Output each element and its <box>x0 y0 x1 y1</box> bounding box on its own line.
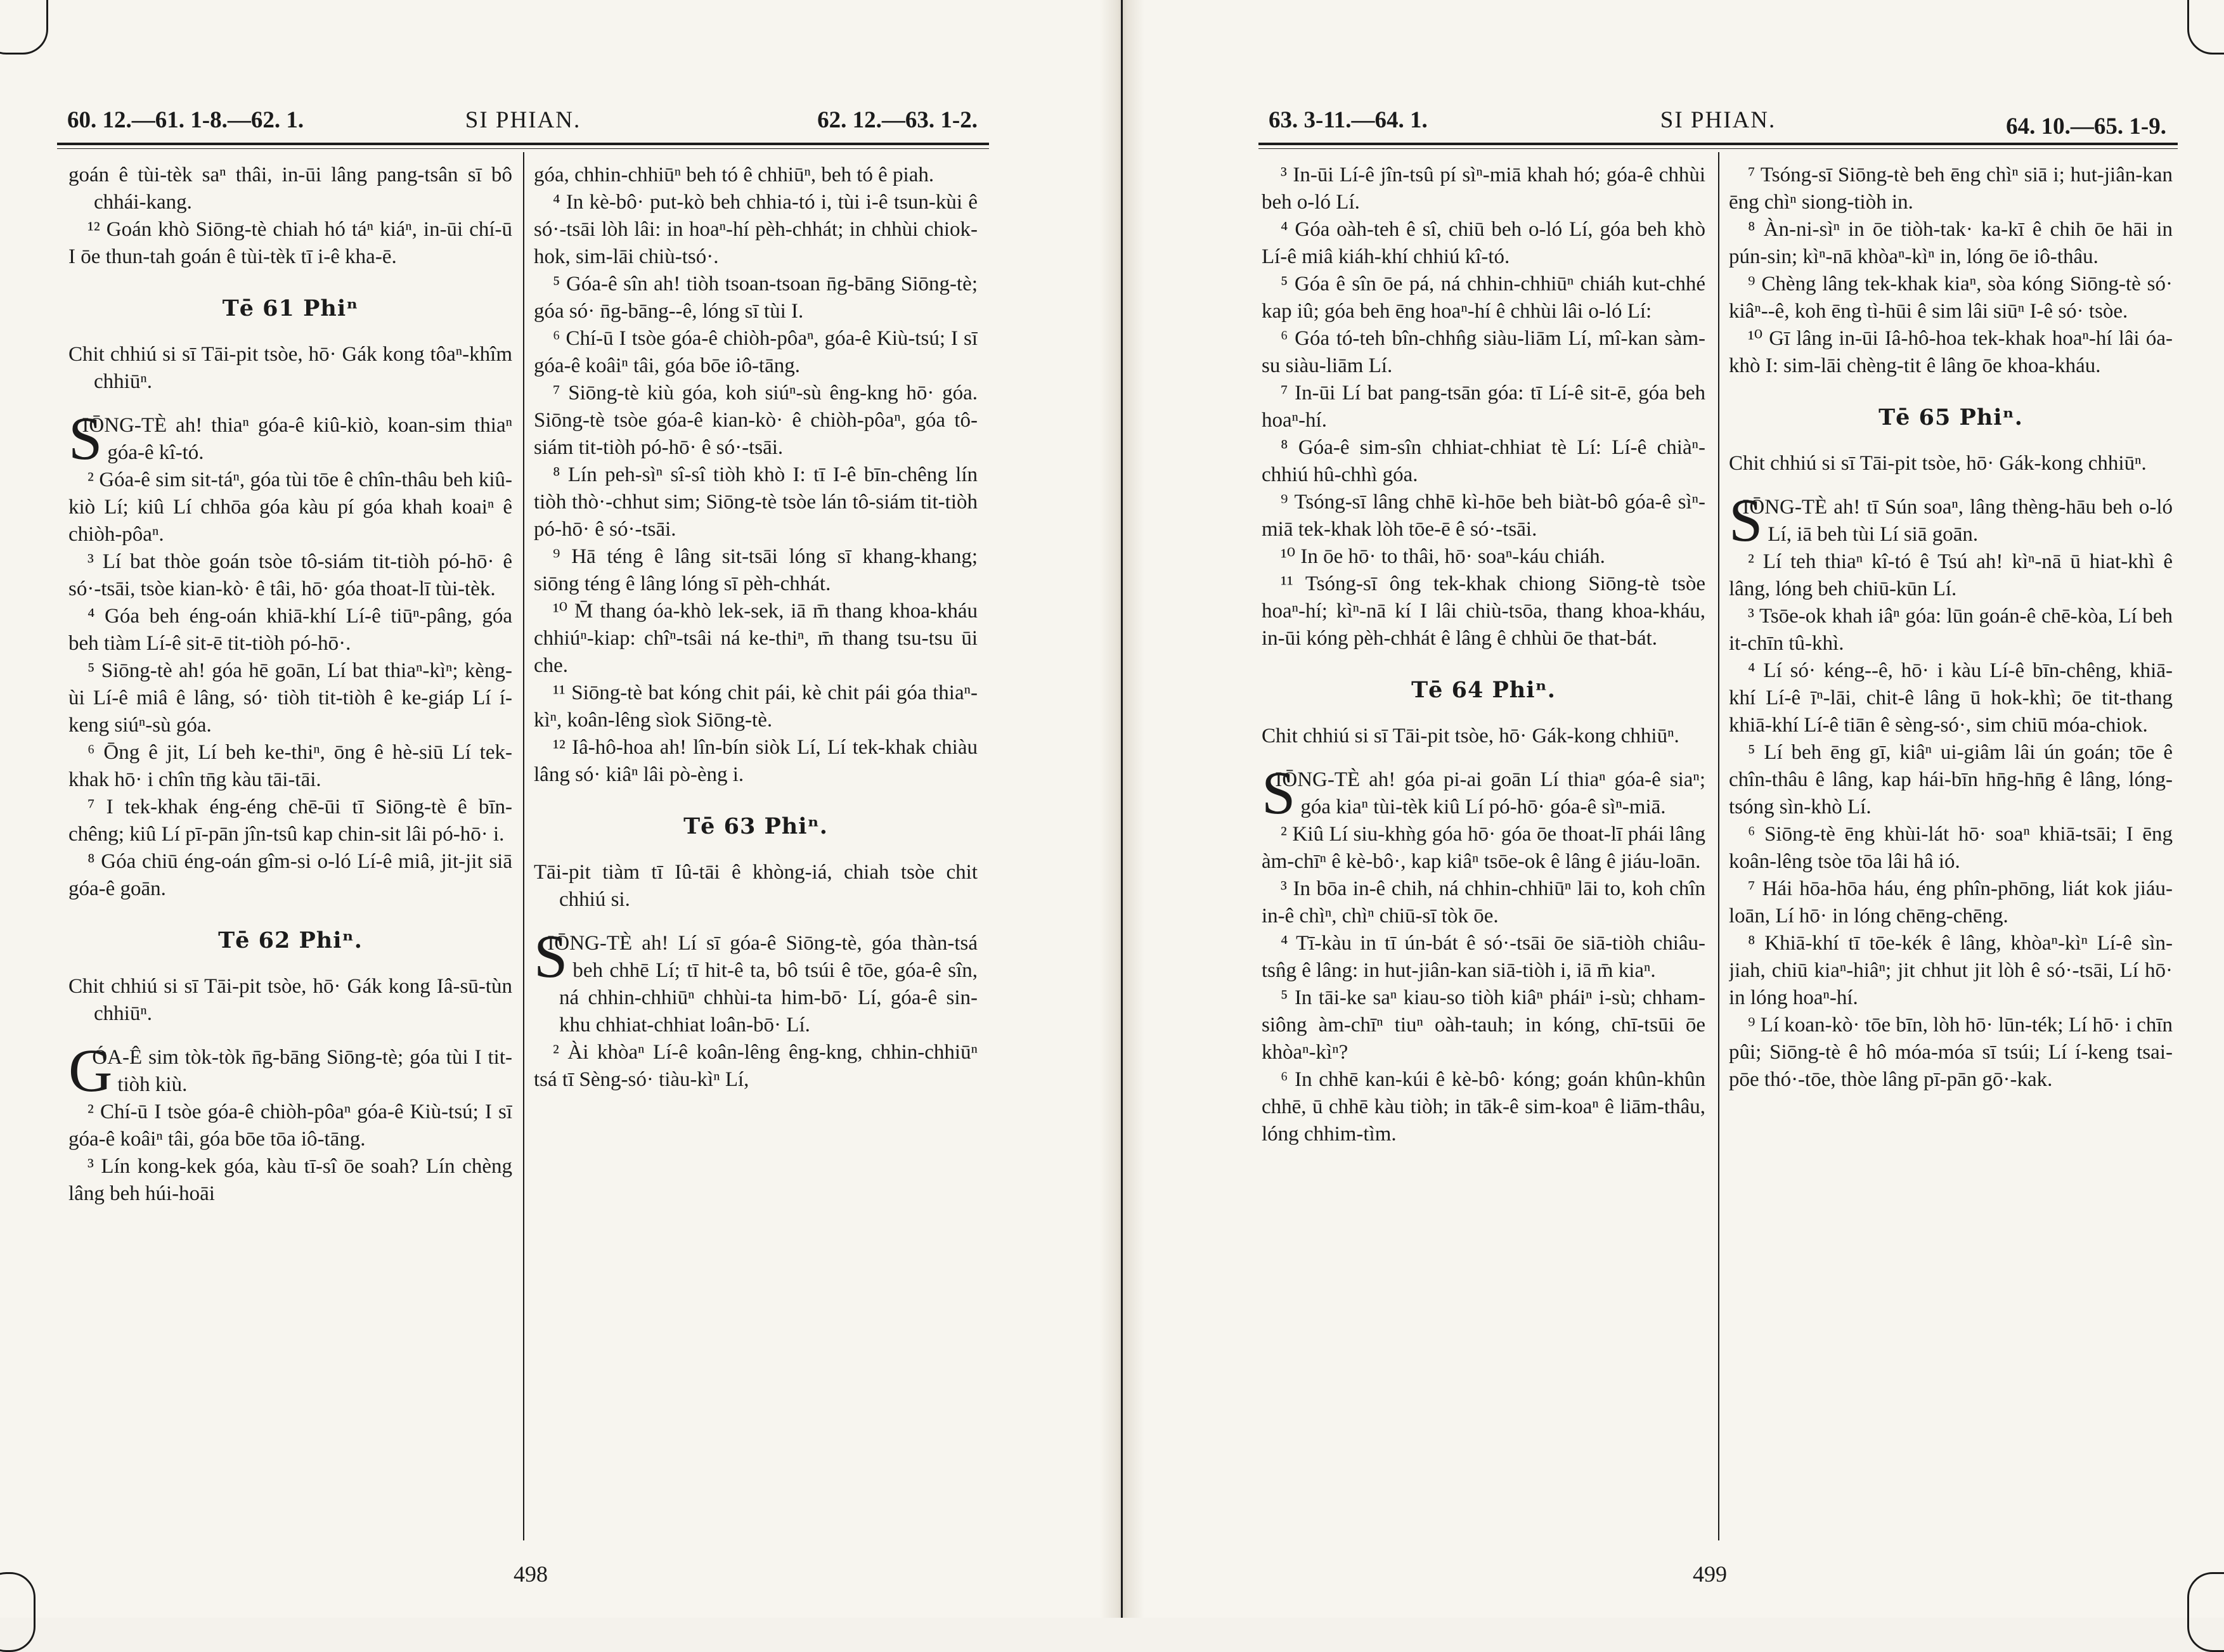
verse: ⁷ I tek-khak éng-éng chē-ūi tī Siōng-tè ê bīn-chêng; kiû Lí pī-pān jîn-tsû kap chin-sit lâi pó-hō· i. <box>68 796 512 846</box>
verse-first: SIŌNG-TÈ ah! thiaⁿ góa-ê kiû-kiò, koan-sim thiaⁿ góa-ê kî-tó. <box>68 404 512 472</box>
verse: ⁷ Tsóng-sī Siōng-tè beh ēng chìⁿ siā i; hut-jiân-kan ēng chìⁿ siong-tiòh in. <box>1729 164 2173 214</box>
verse: ⁹ Hā téng ê lâng sit-tsāi lóng sī khang-khang; siōng téng ê lâng lóng sī pèh-chhát. <box>534 545 978 595</box>
psalm-superscription: Chit chhiú si sī Tāi-pit tsòe, hō· Gák-kong chhiūⁿ. <box>1729 452 2147 475</box>
verse: ² Góa-ê sim sit-táⁿ, góa tùi tōe ê chîn-thâu beh kiû-kiò Lí; kiû Lí chhōa góa kàu pí góa khah koaiⁿ ê chiòh-pôaⁿ. <box>68 468 512 546</box>
verse: ⁴ Tī-kàu in tī ún-bát ê só·-tsāi ōe siā-tiòh chiâu-tsn̂g ê lâng: in hut-jiân-kan siā-tiòh i, iā m̄ kiaⁿ. <box>1262 932 1705 982</box>
verse: ⁶ Góa tó-teh bîn-chhn̂g siàu-liām Lí, mî-kan sàm-su siàu-liām Lí. <box>1262 327 1705 377</box>
spacer <box>68 1028 512 1044</box>
psalm-superscription: Chit chhiú si sī Tāi-pit tsòe, hō· Gák-kong chhiūⁿ. <box>1262 725 1679 747</box>
verse: ⁵ In tāi-ke saⁿ kiau-so tiòh kiâⁿ pháiⁿ i-sù; chham-siông àm-chīⁿ tiuⁿ oàh-tauh; in kóng, chī-tsūi ōe khòaⁿ-kìⁿ? <box>1262 986 1705 1064</box>
header-right-ref: 62. 12.—63. 1-2. <box>817 107 978 133</box>
right-page-column-1 <box>1262 162 1705 1540</box>
gutter-line <box>1121 0 1123 1618</box>
verse: ⁶ Siōng-tè ēng khùi-lát hō· soaⁿ khiā-tsāi; I ēng koân-lêng tsòe tōa lâi hâ ió. <box>1729 823 2173 873</box>
verse: ⁴ Góa beh éng-oán khiā-khí Lí-ê tiūⁿ-pâng, góa beh tiàm Lí-ê sit-ē tit-tiòh pó-hō·. <box>68 605 512 655</box>
psalm-title: Tē 62 Phiⁿ. <box>218 927 363 953</box>
left-page-column-2 <box>534 162 978 1540</box>
verse: ⁶ In chhē kan-kúi ê kè-bô· kóng; goán khûn-khûn chhē, ū chhē kàu tiòh; in tāk-ê sim-koaⁿ ê liām-thâu, lóng chhim-tìm. <box>1262 1068 1705 1145</box>
verse: ¹¹ Tsóng-sī ông tek-khak chiong Siōng-tè tsòe hoaⁿ-hí; kìⁿ-nā kí I lâi chiù-tsōa, thang khoa-kháu, in-ūi kóng pèh-chhát ê lâng ê chhùi ōe that-bát. <box>1262 572 1705 650</box>
verse-first: SIŌNG-TÈ ah! tī Sún soaⁿ, lâng thèng-hāu beh o-ló Lí, iā beh tùi Lí siā goān. <box>1729 486 2173 554</box>
verse-first: SIŌNG-TÈ ah! góa pi-ai goān Lí thiaⁿ góa-ê siaⁿ; góa kiaⁿ tùi-tèk kiû Lí pó-hō· góa-ê sìⁿ-miā. <box>1262 759 1705 827</box>
verse: góa, chhin-chhiūⁿ beh tó ê chhiūⁿ, beh tó ê piah. <box>534 164 934 186</box>
verse: ¹⁰ M̄ thang óa-khò lek-sek, iā m̄ thang khoa-kháu chhiúⁿ-kiap: chîⁿ-tsâi ná ke-thiⁿ, m̄ thang tsu-tsu ūi che. <box>534 600 978 677</box>
spacer <box>534 913 978 930</box>
verse: ⁸ Góa-ê sim-sîn chhiat-chhiat tè Lí: Lí-ê chiàⁿ-chhiú hû-chhì góa. <box>1262 436 1705 486</box>
verse: ⁶ Chí-ū I tsòe góa-ê chiòh-pôaⁿ, góa-ê Kiù-tsú; I sī góa-ê koâiⁿ tâi, góa bōe iô-tāng. <box>534 327 978 377</box>
verse: ³ Lín kong-kek góa, kàu tī-sî ōe soah? Lín chèng lâng beh húi-hoāi <box>68 1155 512 1205</box>
header-rule <box>1258 143 2178 145</box>
column-divider <box>1718 152 1719 1540</box>
verse: ⁹ Tsóng-sī lâng chhē kì-hōe beh biàt-bô góa-ê sìⁿ-miā tek-khak lòh tōe-ē ê só·-tsāi. <box>1262 491 1705 541</box>
verse: ⁶ Ōng ê jit, Lí beh ke-thiⁿ, ōng ê hè-siū Lí tek-khak hō· i chîn tn̄g kàu tāi-tāi. <box>68 741 512 791</box>
verse: ⁷ Hái hōa-hōa háu, éng phîn-phōng, liát kok jiáu-loān, Lí hō· in lóng chēng-chēng. <box>1729 877 2173 927</box>
verse: ¹¹ Siōng-tè bat kóng chit pái, kè chit pái góa thiaⁿ-kìⁿ, koân-lêng sìok Siōng-tè. <box>534 681 978 732</box>
psalm-superscription: Chit chhiú si sī Tāi-pit tsòe, hō· Gák kong tôaⁿ-khîm chhiūⁿ. <box>68 343 512 393</box>
verse: ⁹ Chèng lâng tek-khak kiaⁿ, sòa kóng Siōng-tè só· kiâⁿ--ê, koh ēng tì-hūi ê sim lâi siūⁿ I-ê só· tsòe. <box>1729 273 2173 323</box>
right-page-column-2 <box>1729 162 2173 1540</box>
verse-first: SIŌNG-TÈ ah! Lí sī góa-ê Siōng-tè, góa thàn-tsá beh chhē Lí; tī hit-ê ta, bô tsúi ê tōe, góa-ê sîn, ná chhin-chhiūⁿ chhùi-ta him-bō· Lí, góa-ê sin-khu chhiat-chhiat loân-bō· Lí. <box>534 922 978 1036</box>
verse: ¹² Iâ-hô-hoa ah! lîn-bín siòk Lí, Lí tek-khak chiàu lâng só· kiâⁿ lâi pò-èng i. <box>534 736 978 786</box>
verse: ⁷ Siōng-tè kiù góa, koh siúⁿ-sù êng-kng hō· góa. Siōng-tè tsòe góa-ê kian-kò· ê chiòh-pôaⁿ, góa tô-siám tit-tiòh pó-hō· ê só·-tsāi. <box>534 382 978 459</box>
verse: ⁸ Khiā-khí tī tōe-kék ê lâng, khòaⁿ-kìⁿ Lí-ê sìn-jiah, chiū kiaⁿ-hiâⁿ; jit chhut jit lòh ê só·-tsāi, Lí hō· in lóng hoaⁿ-hí. <box>1729 932 2173 1009</box>
header-right-ref: 64. 10.—65. 1-9. <box>2006 113 2166 139</box>
verse: ⁹ Lí koan-kò· tōe bīn, lòh hō· lūn-ték; Lí hō· i chīn pûi; Siōng-tè ê hô móa-móa sī tsúi; Lí í-keng tsai-pōe thó·-tōe, thòe lâng pī-pān gō·-kak. <box>1729 1014 2173 1091</box>
verse: ² Lí teh thiaⁿ kî-tó ê Tsú ah! kìⁿ-nā ū hiat-khì ê lâng, lóng beh chiū-kūn Lí. <box>1729 550 2173 600</box>
verse: ³ In bōa in-ê chih, ná chhin-chhiūⁿ lāi to, koh chîn in-ê chìⁿ, chìⁿ chiū-sī tòk ōe. <box>1262 877 1705 927</box>
page-corner-top-left <box>0 0 48 55</box>
column-divider <box>523 152 524 1540</box>
header-left-ref: 60. 12.—61. 1-8.—62. 1. <box>67 107 304 133</box>
page-header <box>1258 101 2178 139</box>
verse: ⁴ Lí só· kéng--ê, hō· i kàu Lí-ê bīn-chêng, khiā-khí Lí-ê īⁿ-lāi, chit-ê lâng ū hok-khì; ōe tit-thang khiā-khí Lí-ê tiān ê sèng-só·, sim chiū móa-chiok. <box>1729 659 2173 737</box>
verse: ¹⁰ In ōe hō· to thâi, hō· soaⁿ-káu chiáh. <box>1281 545 1605 568</box>
verse: ⁴ Góa oàh-teh ê sî, chiū beh o-ló Lí, góa beh khò Lí-ê miâ kiáh-khí chhiú kî-tó. <box>1262 218 1705 268</box>
verse: ⁵ Siōng-tè ah! góa hē goān, Lí bat thiaⁿ-kìⁿ; kèng-ùi Lí-ê miâ ê lâng, só· tiòh tit-tiòh ê ke-giáp Lí í-keng siúⁿ-sù góa. <box>68 659 512 737</box>
verse: ³ Lí bat thòe goán tsòe tô-siám tit-tiòh pó-hō· ê só·-tsāi, tsòe kian-kò· ê tâi, hō· góa thoat-lī tùi-tèk. <box>68 550 512 600</box>
right-page <box>1258 0 2178 1618</box>
spacer <box>1262 750 1705 766</box>
verse: ² Chí-ū I tsòe góa-ê chiòh-pôaⁿ góa-ê Kiù-tsú; I sī góa-ê koâiⁿ tâi, góa bōe tōa iô-tāng. <box>68 1100 512 1151</box>
verse: ⁵ Góa-ê sîn ah! tiòh tsoan-tsoan n̄g-bāng Siōng-tè; góa só· n̄g-bāng--ê, lóng sī tùi I. <box>534 273 978 323</box>
verse: ³ Tsōe-ok khah iâⁿ góa: lūn goán-ê chē-kòa, Lí beh it-chīn tû-khì. <box>1729 605 2173 655</box>
psalm-superscription: Tāi-pit tiàm tī Iû-tāi ê khòng-iá, chiah tsòe chit chhiú si. <box>534 861 978 911</box>
verse: ² Ài khòaⁿ Lí-ê koân-lêng êng-kng, chhin-chhiūⁿ tsá tī Sèng-só· tiàu-kìⁿ Lí, <box>534 1041 978 1091</box>
header-rule-thin <box>57 148 989 149</box>
verse: ¹⁰ Gī lâng in-ūi Iâ-hô-hoa tek-khak hoaⁿ-hí lâi óa-khò I: sim-lāi chèng-tit ê lâng ōe khoa-kháu. <box>1729 327 2173 377</box>
psalm-title: Tē 61 Phiⁿ <box>222 295 359 321</box>
running-title: SI PHIAN. <box>465 107 581 133</box>
verse: ⁸ Góa chiū éng-oán gîm-si o-ló Lí-ê miâ, jit-jit siā góa-ê goān. <box>68 850 512 900</box>
page-number: 499 <box>1693 1561 1727 1587</box>
page-header <box>57 101 989 139</box>
verse-first: GÓA-Ê sim tòk-tòk n̄g-bāng Siōng-tè; góa tùi I tit-tiòh kiù. <box>68 1036 512 1104</box>
psalm-title: Tē 65 Phiⁿ. <box>1878 404 2023 430</box>
verse: ³ In-ūi Lí-ê jîn-tsû pí sìⁿ-miā khah hó; góa-ê chhùi beh o-ló Lí. <box>1262 164 1705 214</box>
header-rule-thin <box>1258 148 2178 149</box>
spacer <box>68 396 512 412</box>
header-left-ref: 63. 3-11.—64. 1. <box>1269 107 1428 133</box>
verse: ⁴ In kè-bô· put-kò beh chhia-tó i, tùi i-ê tsun-kùi ê só·-tsāi lòh lâi: in hoaⁿ-hí pèh-chhát; in chhùi chiok-hok, sim-lāi chiù-tsó·. <box>534 191 978 268</box>
verse: ⁸ Àn-ni-sìⁿ in ōe tiòh-tak· ka-kī ê chih ōe hāi in pún-sin; kìⁿ-nā khòaⁿ-kìⁿ in, lóng ōe iô-thâu. <box>1729 218 2173 268</box>
page-number: 498 <box>514 1561 548 1587</box>
verse: goán ê tùi-tèk saⁿ thâi, in-ūi lâng pang-tsân sī bô chhái-kang. <box>68 164 512 214</box>
verse: ² Kiû Lí siu-khǹg góa hō· góa ōe thoat-lī phái lâng àm-chīⁿ ê kè-bô·, kap kiâⁿ tsōe-ok ê lâng ê jiáu-loān. <box>1262 823 1705 873</box>
left-page <box>57 0 989 1618</box>
page-corner-bottom-left <box>0 1572 36 1652</box>
verse: ⁷ In-ūi Lí bat pang-tsān góa: tī Lí-ê sit-ē, góa beh hoaⁿ-hí. <box>1262 382 1705 432</box>
running-title: SI PHIAN. <box>1660 107 1776 133</box>
left-page-column-1 <box>68 162 512 1540</box>
header-rule <box>57 143 989 145</box>
verse: ⁸ Lín peh-sìⁿ sî-sî tiòh khò I: tī I-ê bīn-chêng lín tiòh thò·-chhut sim; Siōng-tè tsòe lán tô-siám tit-tiòh pó-hō· ê só·-tsāi. <box>534 463 978 541</box>
psalm-title: Tē 64 Phiⁿ. <box>1411 677 1556 703</box>
verse: ¹² Goán khò Siōng-tè chiah hó táⁿ kiáⁿ, in-ūi chí-ū I ōe thun-tah goán ê tùi-tèk tī i-ê kha-ē. <box>68 218 512 268</box>
verse: ⁵ Góa ê sîn ōe pá, ná chhin-chhiūⁿ chiáh kut-chhé kap iû; góa beh ēng hoaⁿ-hí ê chhùi lâi o-ló Lí: <box>1262 273 1705 323</box>
verse: ⁵ Lí beh ēng gī, kiâⁿ ui-giâm lâi ún goán; tōe ê chîn-thâu ê lâng, kap hái-bīn hn̄g-hn̄g ê lâng, lóng-tsóng sìn-khò Lí. <box>1729 741 2173 818</box>
psalm-title: Tē 63 Phiⁿ. <box>683 813 828 839</box>
page-corner-bottom-right <box>2187 1572 2224 1652</box>
psalm-superscription: Chit chhiú si sī Tāi-pit tsòe, hō· Gák kong Iâ-sū-tùn chhiūⁿ. <box>68 975 512 1025</box>
spacer <box>1729 477 2173 494</box>
